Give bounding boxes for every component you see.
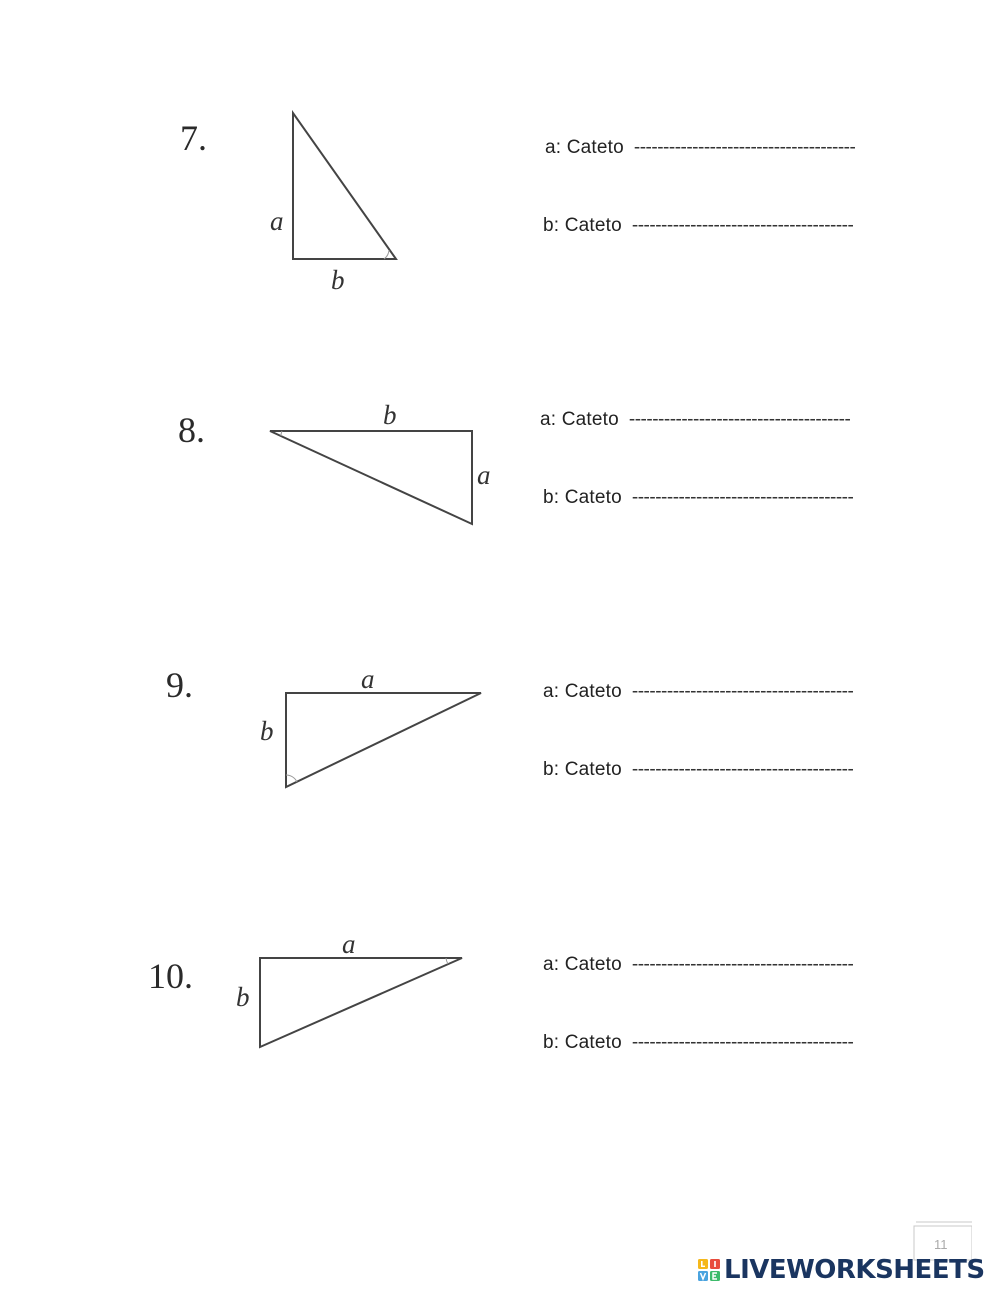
answer-blank[interactable]: -------------------------------------- bbox=[631, 681, 854, 702]
side-b-label: b bbox=[383, 400, 397, 430]
side-a-label: a bbox=[477, 460, 491, 490]
answer-label: b: Cateto bbox=[543, 1032, 622, 1053]
answer-label: b: Cateto bbox=[543, 487, 622, 508]
answer-blank[interactable]: -------------------------------------- bbox=[631, 1032, 854, 1053]
answer-b[interactable] bbox=[543, 1032, 853, 1054]
problem-number: 9. bbox=[166, 665, 193, 705]
answer-blank[interactable]: -------------------------------------- bbox=[631, 759, 854, 780]
answer-label: a: Cateto bbox=[540, 409, 619, 430]
problem-number: 10. bbox=[148, 956, 193, 996]
answer-blank[interactable]: -------------------------------------- bbox=[628, 409, 851, 430]
side-a-label: a bbox=[361, 664, 375, 694]
live-blocks-icon bbox=[697, 1258, 721, 1282]
answer-a[interactable] bbox=[543, 954, 853, 976]
liveworksheets-logo bbox=[697, 1256, 985, 1284]
problem-number: 8. bbox=[178, 410, 205, 450]
side-a-label: a bbox=[342, 929, 356, 959]
answer-label: a: Cateto bbox=[545, 137, 624, 158]
answer-blank[interactable]: -------------------------------------- bbox=[633, 137, 856, 158]
answer-blank[interactable]: -------------------------------------- bbox=[631, 954, 854, 975]
answer-label: b: Cateto bbox=[543, 759, 622, 780]
brand-name: LIVEWORKSHEETS bbox=[724, 1255, 985, 1285]
page-number: 11 bbox=[934, 1237, 948, 1252]
side-b-label: b bbox=[236, 982, 250, 1012]
side-b-label: b bbox=[331, 265, 345, 295]
answer-label: a: Cateto bbox=[543, 954, 622, 975]
side-a-label: a bbox=[270, 206, 284, 236]
problem-number: 7. bbox=[180, 118, 207, 158]
answer-label: a: Cateto bbox=[543, 681, 622, 702]
answer-blank[interactable]: -------------------------------------- bbox=[631, 487, 854, 508]
answer-label: b: Cateto bbox=[543, 215, 622, 236]
answer-blank[interactable]: -------------------------------------- bbox=[631, 215, 854, 236]
side-b-label: b bbox=[260, 716, 274, 746]
